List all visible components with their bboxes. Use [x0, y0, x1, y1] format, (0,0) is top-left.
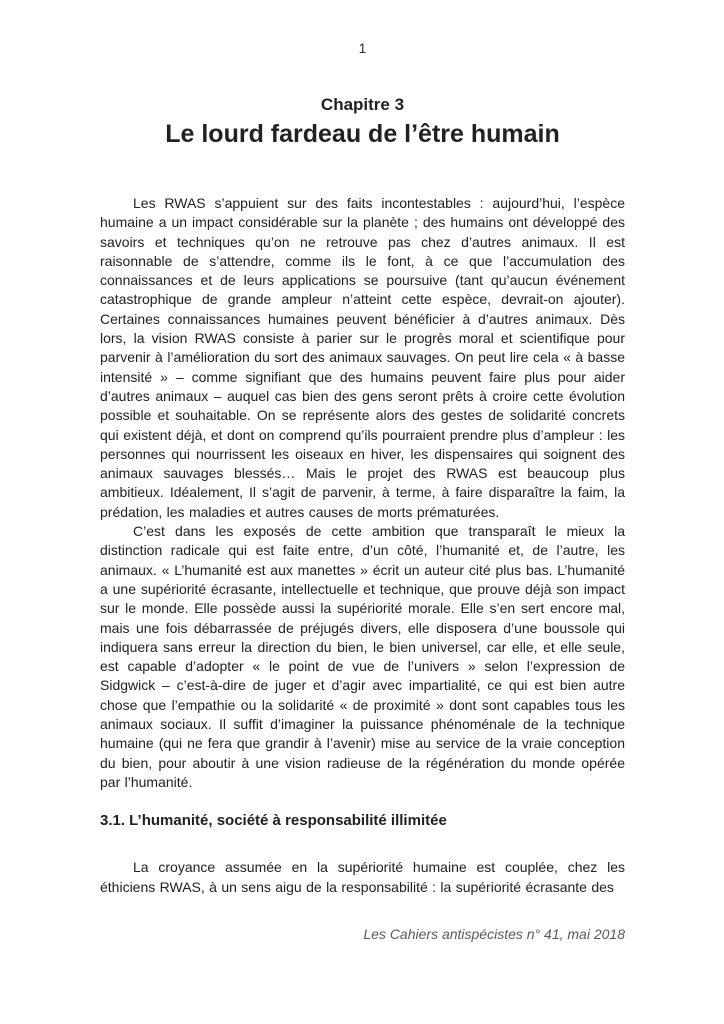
chapter-header — [100, 94, 625, 150]
paragraph: La croyance assumée en la supériorité humaine est couplée, chez les éthiciens RWAS, à un sens aigu de la responsabilité : la supériorité écrasante des — [100, 859, 625, 895]
paragraph: Les RWAS s’appuient sur des faits incontestables : aujourd’hui, l’espèce humaine a un impact considérable sur la planète ; des humains ont développé des savoirs et techniques qu’on ne retrouve pas chez d’autres animaux. Il est raisonnable de s’attendre, comme ils le font, à ce que l’accumulation des connaissances et de leurs applications se poursuive (tant qu’aucun événement catastrophique de grande ampleur n’atteint cette espèce, devrait-on ajouter). Certaines connaissances humaines peuvent bénéficier à d’autres animaux. Dès lors, la vision RWAS consiste à parier sur le progrès moral et scientifique pour parvenir à l’amélioration du sort des animaux sauvages. On peut lire cela « à basse intensité » – comme signifiant que des humains peuvent faire plus pour aider d’autres animaux – auquel cas bien des gens seront prêts à croire cette évolution possible et souhaitable. On se représente alors des gestes de solidarité concrets qui existent déjà, et dont on comprend qu’ils pourraient prendre plus d’ampleur : les personnes qui nourrissent les oiseaux en hiver, les dispensaires qui soignent des animaux sauvages blessés… Mais le projet des RWAS est beaucoup plus ambitieux. Idéalement, Il s’agit de parvenir, à terme, à faire disparaître la faim, la prédation, les maladies et autres causes de morts prématurées. — [100, 195, 625, 520]
paragraph: C’est dans les exposés de cette ambition que transparaît le mieux la distinction radicale qui est faite entre, d’un côté, l’humanité et, de l’autre, les animaux. « L’humanité est aux manettes » écrit un auteur cité plus bas. L’humanité a une supériorité écrasante, intellectuelle et technique, que prouve déjà son impact sur le monde. Elle possède aussi la supériorité morale. Elle s’en sert encore mal, mais une fois débarrassée de préjugés divers, elle disposera d’une boussole qui indiquera sans erreur la direction du bien, le bien universel, car elle, et elle seule, est capable d’adopter « le point de vue de l’univers » selon l’expression de Sidgwick – c’est-à-dire de juger et d’agir avec impartialité, ce qui est bien autre chose que l’empathie ou la solidarité « de proximité » dont sont capables tous les animaux sociaux. Il suffit d’imaginer la puissance phénoménale de la technique humaine (qui ne fera que grandir à l’avenir) mise au service de la vraie conception du bien, pour aboutir à une vision radieuse de la régénération du monde opérée par l’humanité. — [100, 523, 625, 790]
chapter-label: Chapitre 3 — [320, 95, 405, 114]
page-title: Le lourd fardeau de l’être humain — [165, 120, 560, 148]
body-text — [100, 194, 625, 897]
section-heading: 3.1. L’humanité, société à responsabilité illimitée — [100, 812, 447, 830]
journal-footer: Les Cahiers antispécistes n° 41, mai 2018 — [363, 926, 625, 942]
page-number: 1 — [358, 41, 367, 56]
